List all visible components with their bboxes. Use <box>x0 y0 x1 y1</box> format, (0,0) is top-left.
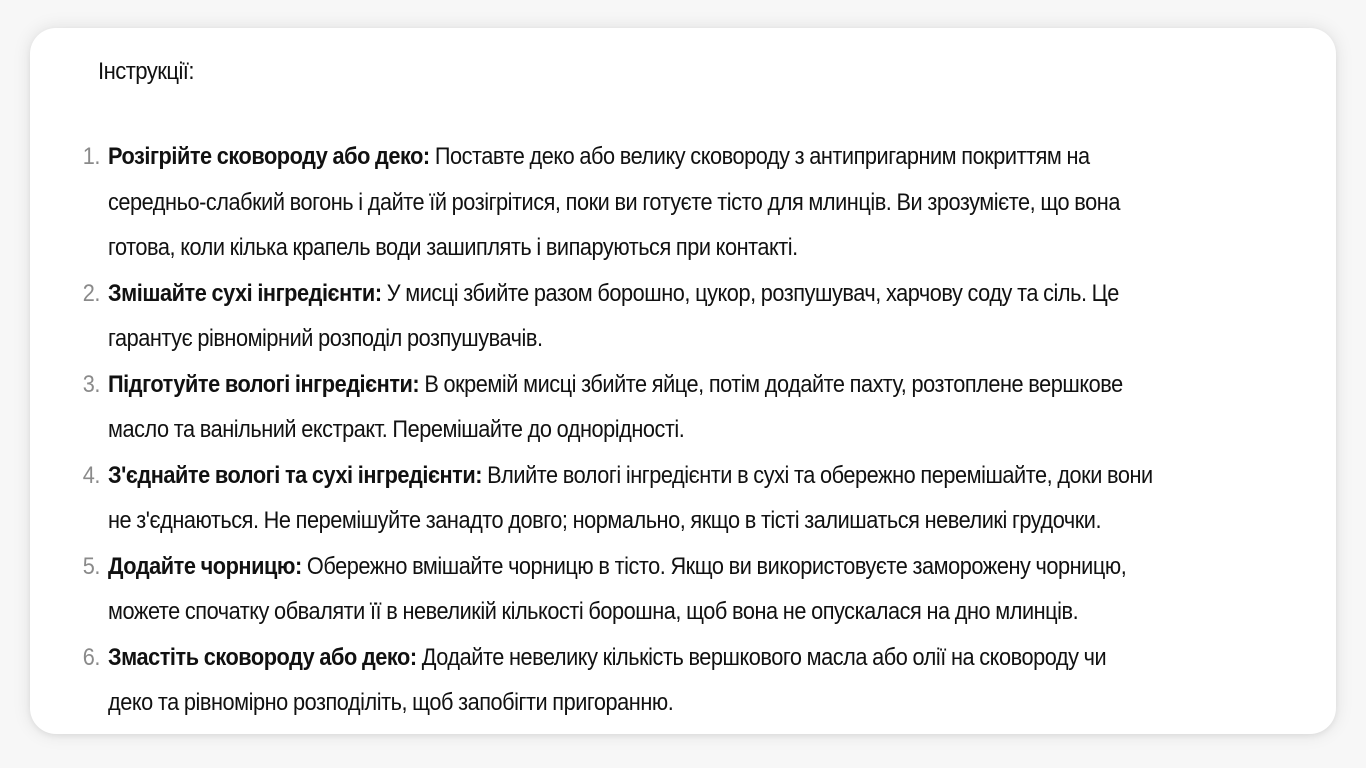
step-line: деко та рівномірно розподіліть, щоб запобігти пригоранню. <box>108 689 674 716</box>
step-line <box>108 362 1214 408</box>
list-item-step-1 <box>70 134 1330 271</box>
step-line: гарантує рівномірний розподіл розпушувачів. <box>108 325 543 352</box>
step-text: В окремій мисці збийте яйце, потім додайте пахту, розтоплене вершкове <box>424 370 1123 398</box>
step-line <box>108 134 1214 180</box>
step-line <box>108 271 1214 317</box>
step-line: готова, коли кілька крапель води зашиплять і випаруються при контакті. <box>108 234 798 261</box>
step-text: Поставте деко або велику сковороду з антипригарним покриттям на <box>434 143 1090 170</box>
step-line: масло та ванільний екстракт. Перемішайте до однорідності. <box>108 416 685 443</box>
list-item-step-2 <box>70 271 1330 362</box>
step-number: 6. <box>82 643 100 671</box>
step-title: Додайте чорницю: <box>108 552 302 580</box>
step-line: можете спочатку обваляти її в невеликій кількості борошна, щоб вона не опускалася на дно млинців. <box>108 598 1079 625</box>
step-line <box>108 635 1214 681</box>
step-title: Змішайте сухі інгредієнти: <box>108 279 382 307</box>
list-item-step-4 <box>70 453 1330 544</box>
instructions-heading: Інструкції: <box>98 58 194 85</box>
instructions-card <box>30 28 1336 734</box>
list-item-step-6 <box>70 635 1330 726</box>
step-number: 2. <box>82 279 100 307</box>
step-line: не з'єднаються. Не перемішуйте занадто довго; нормально, якщо в тісті залишаться невеликі грудочки. <box>108 507 1102 534</box>
step-number: 5. <box>82 552 100 580</box>
step-line <box>108 453 1214 499</box>
step-number: 3. <box>82 370 100 398</box>
step-line: середньо-слабкий вогонь і дайте їй розігрітися, поки ви готуєте тісто для млинців. Ви зрозумієте, що вона <box>108 188 1120 216</box>
list-item-step-5 <box>70 544 1330 635</box>
step-number: 4. <box>82 461 100 489</box>
step-line <box>108 544 1214 590</box>
step-text: Додайте невелику кількість вершкового масла або олії на сковороду чи <box>421 643 1107 671</box>
instructions-list <box>70 134 1330 726</box>
step-text: Обережно вмішайте чорницю в тісто. Якщо ви використовуєте заморожену чорницю, <box>306 552 1127 580</box>
step-title: Підготуйте вологі інгредієнти: <box>108 370 420 398</box>
step-text: У мисці збийте разом борошно, цукор, розпушувач, харчову соду та сіль. Це <box>386 279 1119 307</box>
step-number: 1. <box>82 143 100 170</box>
step-title: Змастіть сковороду або деко: <box>108 643 417 671</box>
step-text: Влийте вологі інгредієнти в сухі та обережно перемішайте, доки вони <box>487 461 1153 489</box>
step-title: Розігрійте сковороду або деко: <box>108 143 430 170</box>
list-item-step-3 <box>70 362 1330 453</box>
step-title: З'єднайте вологі та сухі інгредієнти: <box>108 461 483 489</box>
